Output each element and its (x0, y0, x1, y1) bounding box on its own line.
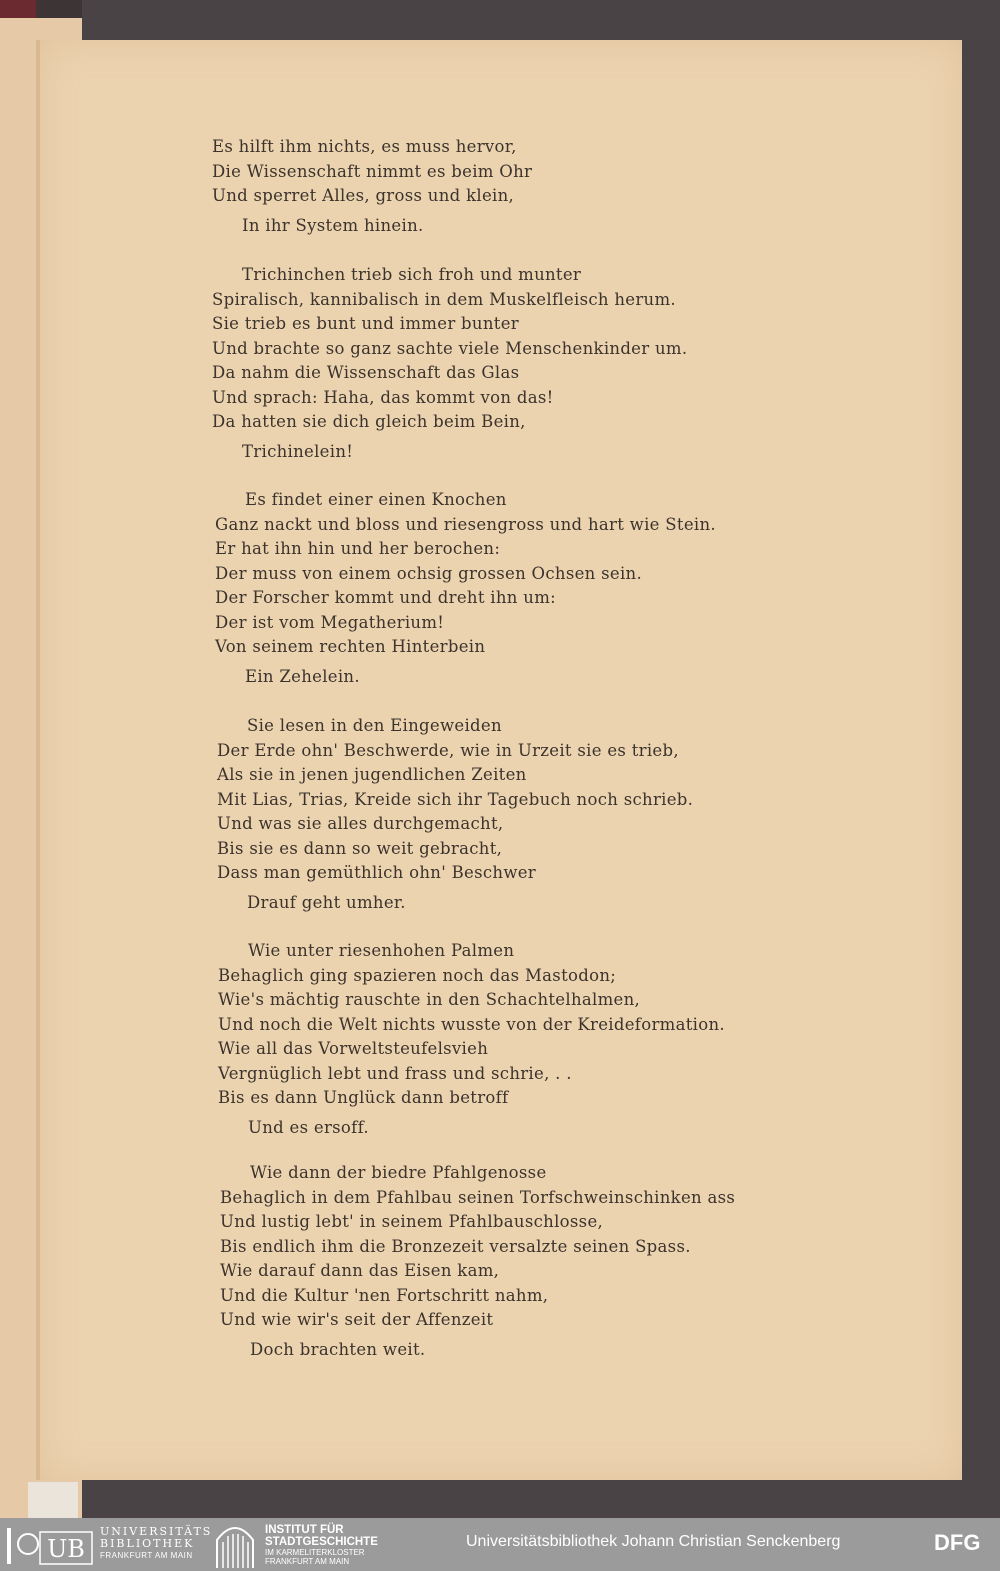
poem-line: Mit Lias, Trias, Kreide sich ihr Tagebuch noch schrieb. (217, 789, 694, 809)
poem-line: Der Forscher kommt und dreht ihn um: (215, 588, 557, 607)
poem-line: Wie darauf dann das Eisen kam, (220, 1261, 500, 1280)
poem-refrain-line: Ein Zehelein. (245, 666, 360, 686)
poem-refrain-line: Drauf geht umher. (247, 892, 406, 912)
poem-refrain-line: In ihr System hinein. (242, 215, 424, 235)
poem-line: Spiralisch, kannibalisch in dem Muskelfleisch herum. (212, 289, 676, 309)
ub-logo-text: UB (47, 1535, 85, 1563)
stanza (217, 714, 693, 915)
poem-line: Vergnüglich lebt und frass und schrie, . . (218, 1063, 572, 1083)
poem-line: Wie's mächtig rauschte in den Schachtelhalmen, (218, 990, 641, 1009)
footer-bar (0, 1518, 1000, 1571)
arch-logo-icon (215, 1522, 255, 1568)
poem-line: Da hatten sie dich gleich beim Bein, (212, 412, 526, 431)
isg-line4: FRANKFURT AM MAIN (265, 1557, 350, 1566)
poem-line: Wie dann der biedre Pfahlgenosse (250, 1163, 547, 1182)
poem-line: Und was sie alles durchgemacht, (217, 814, 504, 833)
poem-line: Als sie in jenen jugendlichen Zeiten (217, 765, 527, 784)
poem-refrain-line: Und es ersoff. (248, 1117, 369, 1137)
ub-name (100, 1526, 212, 1562)
isg-name (265, 1524, 378, 1566)
poem-line: Trichinchen trieb sich froh und munter (242, 265, 582, 284)
stanza (215, 488, 716, 689)
poem-line: Und sprach: Haha, das kommt von das! (212, 387, 554, 407)
stanza (220, 1161, 735, 1362)
poem-line: Es hilft ihm nichts, es muss hervor, (212, 137, 517, 156)
ub-line2: BIBLIOTHEK (100, 1537, 195, 1550)
poem-refrain-line: Doch brachten weit. (250, 1339, 426, 1359)
poem-line: Bis es dann Unglück dann betroff (218, 1088, 509, 1107)
poem-line: Wie unter riesenhohen Palmen (248, 941, 515, 960)
poem-line: Sie trieb es bunt und immer bunter (212, 314, 519, 333)
poem-line: Und noch die Welt nichts wusste von der Kreideformation. (218, 1014, 725, 1034)
poem-line: Die Wissenschaft nimmt es beim Ohr (212, 161, 533, 181)
poem-line: Wie all das Vorweltsteufelsvieh (218, 1039, 489, 1058)
isg-line3: IM KARMELITERKLOSTER (265, 1548, 365, 1557)
poem-line: Bis endlich ihm die Bronzezeit versalzte seinen Spass. (220, 1236, 691, 1256)
library-name: Universitätsbibliothek Johann Christian Senckenberg (466, 1533, 841, 1550)
poem-line: Behaglich ging spazieren noch das Mastodon; (218, 965, 617, 985)
stanza (212, 263, 687, 464)
stanza (218, 939, 725, 1140)
poem-line: Und sperret Alles, gross und klein, (212, 186, 515, 205)
poem-line: Und die Kultur 'nen Fortschritt nahm, (220, 1285, 549, 1305)
poem-line: Von seinem rechten Hinterbein (215, 637, 486, 656)
poem-line: Und wie wir's seit der Affenzeit (220, 1310, 494, 1329)
poem-line: Der Erde ohn' Beschwerde, wie in Urzeit sie es trieb, (217, 740, 679, 760)
poem-line: Da nahm die Wissenschaft das Glas (212, 363, 520, 382)
poem-line: Der muss von einem ochsig grossen Ochsen sein. (215, 563, 643, 583)
stanza (212, 135, 532, 238)
poem-line: Der ist vom Megatherium! (215, 612, 445, 632)
poem-line: Er hat ihn hin und her berochen: (215, 539, 501, 558)
ub-logo (6, 1524, 94, 1566)
poem-line: Dass man gemüthlich ohn' Beschwer (217, 863, 536, 882)
poem-line: Behaglich in dem Pfahlbau seinen Torfschweinschinken ass (220, 1187, 736, 1207)
book-page (40, 40, 962, 1480)
ub-line3: FRANKFURT AM MAIN (100, 1551, 193, 1560)
poem-refrain-line: Trichinelein! (242, 441, 354, 461)
scan-margin (28, 1482, 78, 1518)
poem-line: Sie lesen in den Eingeweiden (247, 716, 502, 735)
poem-line: Und lustig lebt' in seinem Pfahlbauschlosse, (220, 1212, 604, 1231)
poem-line: Und brachte so ganz sachte viele Menschenkinder um. (212, 338, 688, 358)
ub-line1: UNIVERSITÄTS (100, 1525, 213, 1538)
dfg-logo: DFG (934, 1530, 981, 1555)
cover-edge (0, 0, 36, 18)
poem-line: Bis sie es dann so weit gebracht, (217, 838, 503, 858)
isg-line2: STADTGESCHICHTE (265, 1536, 378, 1548)
poem-line: Ganz nackt und bloss und riesengross und hart wie Stein. (215, 514, 716, 534)
isg-line1: INSTITUT FÜR (265, 1524, 344, 1536)
poem-line: Es findet einer einen Knochen (245, 490, 507, 509)
